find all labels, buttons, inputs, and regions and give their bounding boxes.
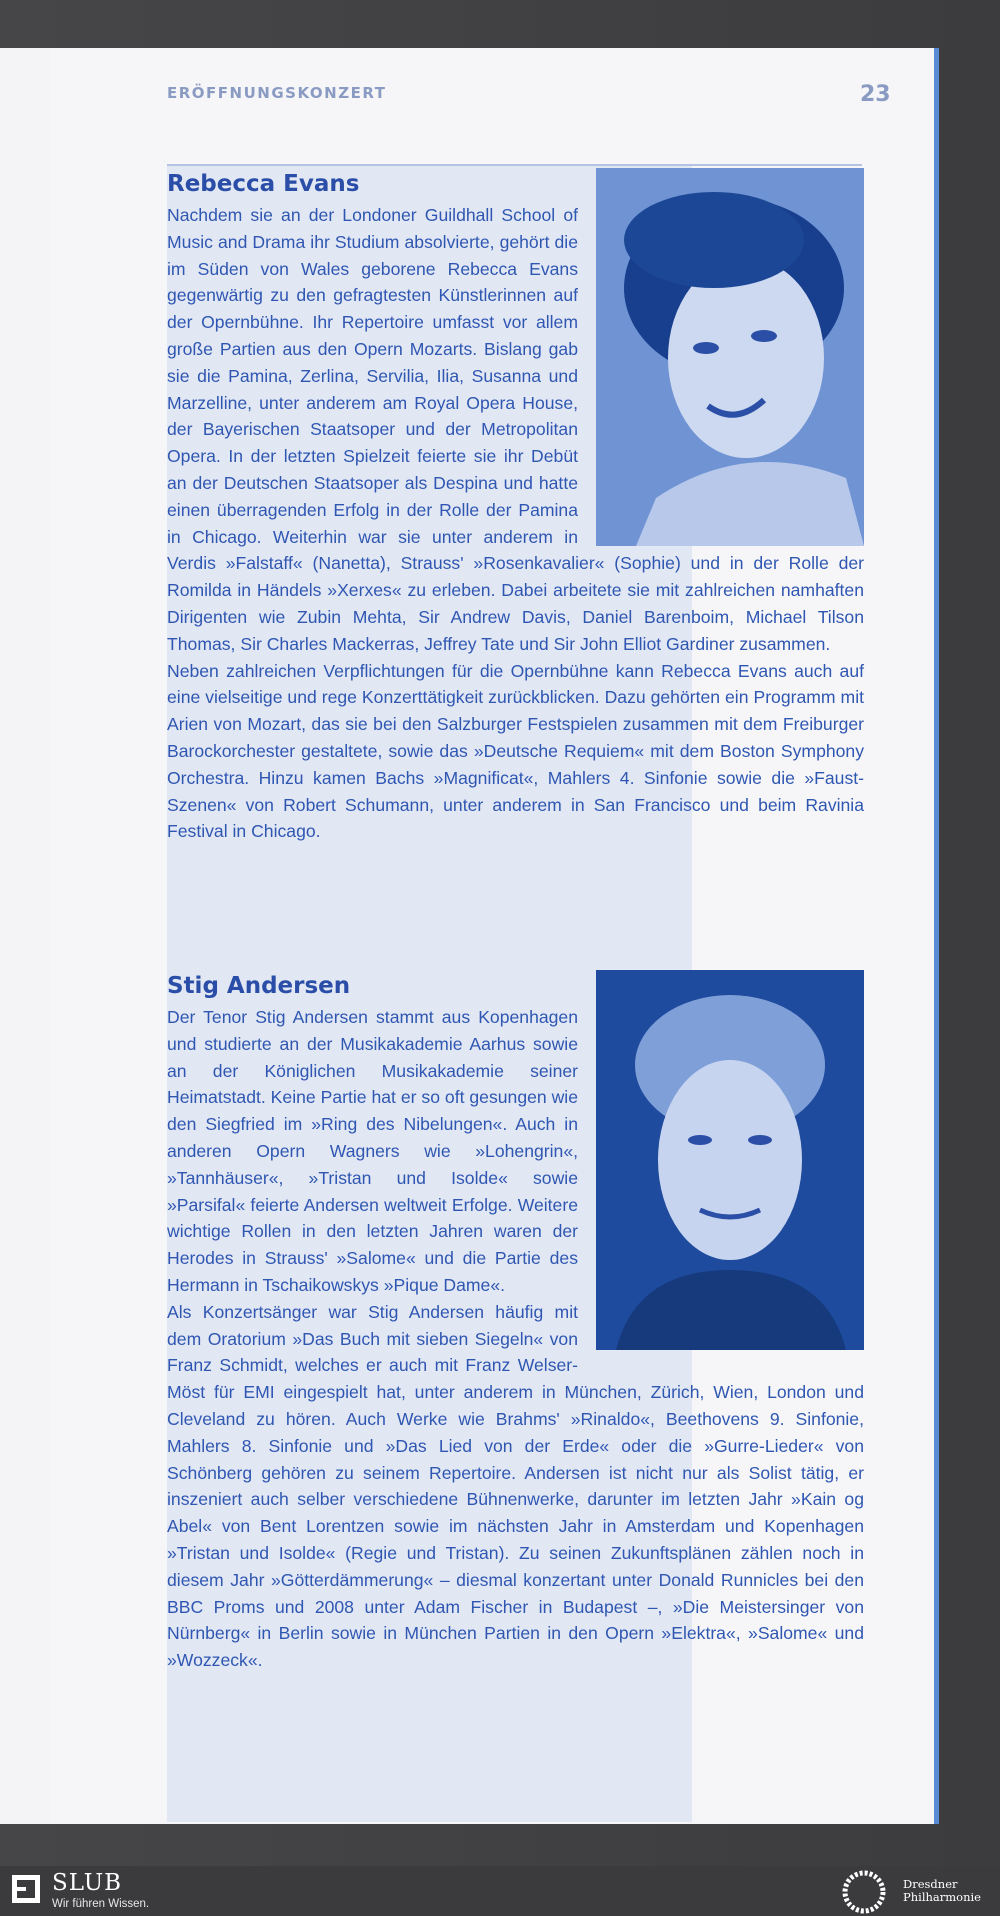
philharmonie-logo-icon bbox=[842, 1870, 886, 1914]
running-head: ERÖFFNUNGSKONZERT bbox=[167, 84, 387, 102]
biography-paragraph: Nachdem sie an der Londoner Guildhall School of Music and Drama ihr Studium absolvierte, gehört die im Süden von Wales geborene Rebecca Evans gegenwärtig zu den gefragtesten Künstlerinnen auf der Opernbühne. Ihr Repertoire umfasst vor allem große Partien aus den Opern Mozarts. Bislang gab sie die Pamina, Zerlina, Servilia, Ilia, Susanna und Marzelline, unter anderem am Royal Opera House, der Bayerischen Staatsoper und der Metropolitan Opera. In der letzten Spielzeit feierte sie ihr Debüt an der Deutschen Staatsoper als Despina und hatte einen überragenden Erfolg in der Rolle der Pamina in Chicago. Weiterhin war sie unter anderem in Verdis »Falstaff« (Nanetta), Strauss' »Rosenkavalier« (Sophie) und in der Rolle der Romilda in Händels »Xerxes« zu erleben. Dabei arbeitete sie mit zahlreichen namhaften Dirigenten wie Zubin Mehta, Sir Andrew Davis, Daniel Barenboim, Michael Tilson Thomas, Sir Charles Mackerras, Jeffrey Tate und Sir John Elliot Gardiner zusammen. bbox=[167, 205, 864, 654]
slub-logo-icon bbox=[12, 1875, 40, 1903]
biography-rebecca-evans bbox=[167, 170, 864, 845]
portrait-stig-andersen-photo bbox=[596, 970, 864, 1350]
biography-stig-andersen bbox=[167, 972, 864, 1674]
singer-name: Rebecca Evans bbox=[167, 171, 360, 197]
biography-paragraph: Der Tenor Stig Andersen stammt aus Kopenhagen und studierte an der Musikakademie Aarhus sowie an der Königlichen Musikakademie seiner Heimatstadt. Keine Partie hat er so oft gesungen wie den Siegfried im »Ring des Nibelungen«. Auch in anderen Opern Wagners wie »Lohengrin«, »Tannhäuser«, »Tristan und Isolde« sowie »Parsifal« feierte Andersen weltweit Erfolge. Weitere wichtige Rollen in den letzten Jahren waren der Herodes in Strauss' »Salome« und die Partie des Hermann in Tschaikowskys »Pique Dame«. bbox=[167, 1007, 578, 1295]
partner-name bbox=[903, 1878, 981, 1904]
previous-page-edge bbox=[0, 48, 53, 1824]
portrait-stig-andersen-image bbox=[596, 970, 864, 1350]
partner-name-line1: Dresdner bbox=[903, 1877, 958, 1891]
page-binding-edge bbox=[934, 48, 939, 1824]
portrait-rebecca-evans-photo bbox=[596, 168, 864, 546]
biography-paragraph: Neben zahlreichen Verpflichtungen für die Opernbühne kann Rebecca Evans auch auf eine vielseitige und rege Konzerttätigkeit zurückblicken. Dazu gehörten ein Programm mit Arien von Mozart, das sie bei den Salzburger Festspielen zusammen mit dem Freiburger Barockorchester gestaltete, sowie das »Deutsche Requiem« mit dem Boston Symphony Orchestra. Hinzu kamen Bachs »Magnificat«, Mahlers 4. Sinfonie sowie die »Faust-Szenen« von Robert Schumann, unter anderem in San Francisco und beim Ravinia Festival in Chicago. bbox=[167, 660, 864, 842]
page-number: 23 bbox=[860, 82, 891, 107]
portrait-rebecca-evans-image bbox=[596, 168, 864, 546]
biography-paragraph: Als Konzertsänger war Stig Andersen häufig mit dem Oratorium »Das Buch mit sieben Siegeln« von Franz Schmidt, welches er auch mit Franz Welser-Möst für EMI eingespielt hat, unter anderem in München, Zürich, Wien, London und Cleveland zu hören. Auch Werke wie Brahms' »Rinaldo«, Beethovens 9. Sinfonie, Mahlers 8. Sinfonie und »Das Lied von der Erde« oder die »Gurre-Lieder« von Schönberg gehören zu seinem Repertoire. Andersen ist nicht nur als Solist tätig, er inszeniert auch selber verschiedene Bühnenwerke, darunter im letzten Jahr »Kain og Abel« von Bent Lorentzen sowie im nächsten Jahr in Amsterdam und Kopenhagen »Tristan und Isolde« (Regie und Tristan). Zu seinen Zukunftsplänen zählen noch in diesem Jahr »Götterdämmerung« – diesmal konzertant unter Donald Runnicles bei den BBC Proms und 2008 unter Adam Fischer in Budapest –, »Die Meistersinger von Nürnberg« in Berlin sowie in München Partien in den Opern »Elektra«, »Salome« und »Wozzeck«. bbox=[167, 1301, 864, 1671]
footer-bar bbox=[0, 1866, 1000, 1916]
library-name: SLUB bbox=[52, 1870, 123, 1896]
page-rule bbox=[167, 164, 862, 166]
library-slogan: Wir führen Wissen. bbox=[52, 1898, 150, 1910]
singer-name: Stig Andersen bbox=[167, 973, 351, 999]
partner-name-line2: Philharmonie bbox=[903, 1890, 981, 1904]
